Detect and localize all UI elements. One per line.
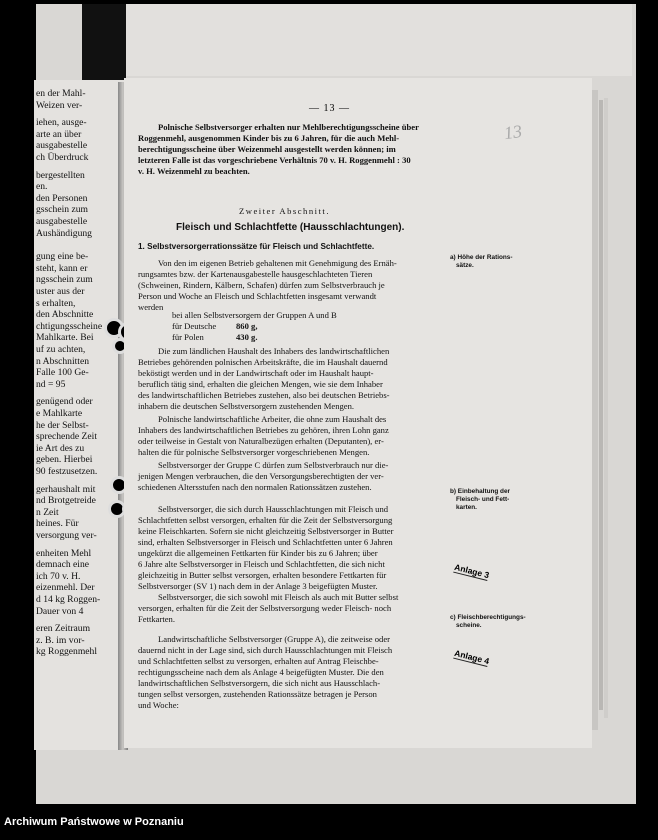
para5-line: gleichzeitig in Butter selbst versorgen, erhalten besondere Fettkarten für <box>138 570 387 580</box>
para2-line: Betriebes gehörenden polnischen Arbeitskräfte, die im Haushalt dauernd <box>138 357 388 367</box>
intro-line: Roggenmehl, ausgenommen Kinder bis zu 6 Jahren, für die auch Mehl- <box>138 133 400 143</box>
left-page-line: sprechende Zeit <box>36 431 97 443</box>
left-page-line: enheiten Mehl <box>36 547 92 559</box>
left-page-line: d 14 kg Roggen- <box>36 594 101 605</box>
document-page <box>124 78 592 748</box>
margin-note-c-line: scheine. <box>456 622 482 629</box>
left-page-line: demnach eine <box>36 559 90 571</box>
para4-line: schiedenen Altersstufen nach den normalen Rationssätzen zustehen. <box>138 482 372 492</box>
para7-line: und Woche: <box>138 700 179 710</box>
para1-line: (Schweinen, Rindern, Kälbern, Schafen) dürfen zum Selbstverbrauch je <box>138 280 385 290</box>
archive-footer: Archiwum Państwowe w Poznaniu <box>4 816 184 828</box>
left-page-line: iehen, ausge- <box>36 117 87 129</box>
left-page-line: n Abschnitten <box>36 355 90 367</box>
para2-line: beruflich tätig sind, erhalten die gleichen Mengen, wie sie dem Inhaber <box>138 379 383 389</box>
para4-line: jenigen Mengen verbrauchen, die den Versorgungsberechtigten der ver- <box>138 471 384 481</box>
left-page-line: versorgung ver- <box>36 530 97 541</box>
left-page-line: ch Überdruck <box>36 152 89 163</box>
margin-note-b-line: Fleisch- und Fett- <box>456 496 510 503</box>
margin-note-c-line: c) Fleischberechtigungs- <box>450 614 526 621</box>
para5-line: Selbstversorger (SV 1) nach dem in der Anlage 3 beigefügten Muster. <box>138 581 378 591</box>
left-page-line: gsschein zum <box>36 204 88 216</box>
para5-line: keine Fleischkarten. Sofern sie nicht gleichzeitig Selbstversorger in Butter <box>138 526 394 536</box>
para6-line: Fettkarten. <box>138 614 175 624</box>
left-page-line: nd Brotgetreide <box>36 495 96 507</box>
annex-3-note: Anlage 3 <box>453 561 491 581</box>
ration-value-polen: 430 g. <box>236 332 258 342</box>
ration-label-polen: für Polen <box>172 332 204 342</box>
left-page-line: eizenmehl. Der <box>36 582 95 594</box>
left-page-line: chtigungsscheine <box>36 320 103 332</box>
para7-line: rechtigungsscheine nach dem als Anlage 4 beigefügten Muster. Die den <box>138 667 384 677</box>
left-page-line: s erhalten, <box>36 297 76 309</box>
para7-line: landwirtschaftlichen Selbstversorgern, die sich nicht aus Hausschlach- <box>138 678 381 688</box>
para2-line: des landwirtschaftlichen Betriebes zustehen, also bei deutschen Betriebs- <box>138 390 390 400</box>
left-page-line: Aushändigung <box>36 227 92 239</box>
para5-line: Selbstversorger, die sich durch Hausschlachtungen mit Fleisch und <box>158 504 389 514</box>
para3-line: oder teilweise in Gestalt von Naturalbezügen erhalten (Deputanten), er- <box>138 436 384 446</box>
para2-line: Die zum ländlichen Haushalt des Inhabers des landwirtschaftlichen <box>158 346 390 356</box>
left-page-line: bergestellten <box>36 169 85 181</box>
para3-line: halten die für polnische Selbstversorger vorgeschriebenen Mengen. <box>138 447 370 457</box>
subsection-title: 1. Selbstversorgerrationssätze für Fleisch und Schlachtfette. <box>138 242 375 251</box>
annex-4-note: Anlage 4 <box>453 647 491 667</box>
left-page-line: z. B. im vor- <box>36 634 85 646</box>
para3-line: Polnische landwirtschaftliche Arbeiter, die ohne zum Haushalt des <box>158 414 387 424</box>
left-page-line: ngsschein zum <box>36 274 93 286</box>
left-page-line: arte an über <box>36 128 82 140</box>
left-page-line: e Mahlkarte <box>36 408 83 419</box>
para7-line: tungen selbst versorgen, zustehenden Rationssätze betragen je Person <box>138 689 377 699</box>
left-page-line: Mahlkarte. Bei <box>36 332 94 344</box>
left-page-line: geben. Hierbei <box>36 454 93 466</box>
para4-line: Selbstversorger der Gruppe C dürfen zum Selbstverbrauch nur die- <box>158 460 389 470</box>
ration-value-deutsche: 860 g, <box>236 321 258 331</box>
ration-intro: bei allen Selbstversorgern der Gruppen A und B <box>172 310 337 320</box>
section-title: Fleisch und Schlachtfette (Hausschlachtungen). <box>176 222 405 233</box>
left-page-line: en der Mahl- <box>36 88 86 99</box>
para1-line: rungsamtes bzw. der Kartenausgabestelle hausgeschlachteten Tieren <box>138 269 373 279</box>
para5-line: 6 Jahre alte Selbstversorger in Fleisch und Schlachtfetten, die sich nicht <box>138 559 385 569</box>
left-page-line: n Zeit <box>36 506 59 518</box>
para3-line: Inhabers des landwirtschaftlichen Betriebes zu gehören, ihren Lohn ganz <box>138 425 389 435</box>
left-page-line: ausgabestelle <box>36 140 88 152</box>
left-page-line: den Personen <box>36 192 88 204</box>
intro-line: Polnische Selbstversorger erhalten nur Mehlberechtigungsscheine über <box>158 122 419 132</box>
left-page-line: Dauer von 4 <box>36 605 84 617</box>
handwritten-page-note: 13 <box>502 120 524 144</box>
left-page-line: den Abschnitte <box>36 309 94 321</box>
left-page-line: uster aus der <box>36 286 85 297</box>
left-page-line: 90 festzusetzen. <box>36 466 98 477</box>
page-edge <box>592 90 598 730</box>
para1-line: Person und Woche an Fleisch und Schlachtfetten insgesamt verwandt <box>138 291 377 301</box>
page-number: — 13 — <box>309 103 350 114</box>
left-page-line: Falle 100 Ge- <box>36 367 89 379</box>
left-page-line: he der Selbst- <box>36 419 89 431</box>
left-page-line: kg Roggenmehl <box>36 646 98 658</box>
para1-line: Von den im eigenen Betrieb gehaltenen mit Genehmigung des Ernäh- <box>158 258 397 268</box>
para2-line: beköstigt werden und in der Landwirtschaft oder im Haushalt haupt- <box>138 368 374 378</box>
para7-line: dauernd nicht in der Lage sind, sich durch Hausschlachtungen mit Fleisch <box>138 645 393 655</box>
ration-label-deutsche: für Deutsche <box>172 321 217 331</box>
left-page-line: genügend oder <box>36 396 93 408</box>
left-page-line: gung eine be- <box>36 251 89 263</box>
margin-note-b-line: b) Einbehaltung der <box>450 488 510 495</box>
left-page-line: nd = 95 <box>36 378 66 390</box>
para5-line: sind, erhalten Selbstversorger in Fleisch und Schlachtfetten unter 6 Jahren <box>138 537 393 547</box>
back-sheet-shadow <box>82 4 126 84</box>
left-page-line: eren Zeitraum <box>36 623 91 635</box>
para5-line: Schlachtfetten selbst versorgen, erhalten für die Zeit der Selbstversorgung <box>138 515 393 525</box>
para2-line: inhabern die deutschen Selbstversorgern zustehenden Mengen. <box>138 401 355 411</box>
para1-line: werden <box>138 302 164 312</box>
margin-note-b-line: karten. <box>456 504 477 511</box>
left-page-line: heines. Für <box>36 518 79 530</box>
section-label: Zweiter Abschnitt. <box>239 206 330 216</box>
top-sheet-strip <box>126 4 632 76</box>
margin-note-a-line: a) Höhe der Rations- <box>450 254 513 261</box>
left-page-line: ich 70 v. H. <box>36 570 81 582</box>
left-page-line: uf zu achten, <box>36 344 86 355</box>
para7-line: Landwirtschaftliche Selbstversorger (Gruppe A), die zeitweise oder <box>158 634 391 644</box>
page-edge <box>599 100 603 710</box>
left-page-line: ie Art des zu <box>36 442 85 454</box>
para6-line: Selbstversorger, die sich sowohl mit Fleisch als auch mit Butter selbst <box>158 592 399 602</box>
left-page-line: steht, kann er <box>36 262 88 274</box>
intro-line: v. H. Weizenmehl zu beachten. <box>138 166 250 176</box>
left-page-line: gerhaushalt mit <box>36 483 96 495</box>
margin-note-a-line: sätze. <box>456 262 474 269</box>
intro-line: berechtigungsscheine über Weizenmehl ausgestellt werden können; im <box>138 144 396 154</box>
para5-line: ungekürzt die allgemeinen Fettkarten für Kinder bis zu 6 Jahren; über <box>138 548 378 558</box>
left-page-line: en. <box>36 181 48 193</box>
left-page-line: Weizen ver- <box>36 99 83 111</box>
left-page <box>34 80 124 750</box>
para7-line: und Schlachtfetten selbst zu versorgen, erhalten auf Antrag Fleischbe- <box>138 656 379 666</box>
para6-line: versorgen, erhalten für die Zeit der Selbstversorgung weder Fleisch- noch <box>138 603 392 613</box>
intro-line: letzteren Falle ist das vorgeschriebene Verhältnis 70 v. H. Roggenmehl : 30 <box>138 155 411 165</box>
left-page-line: ausgabestelle <box>36 216 88 227</box>
page-edge <box>604 98 608 718</box>
